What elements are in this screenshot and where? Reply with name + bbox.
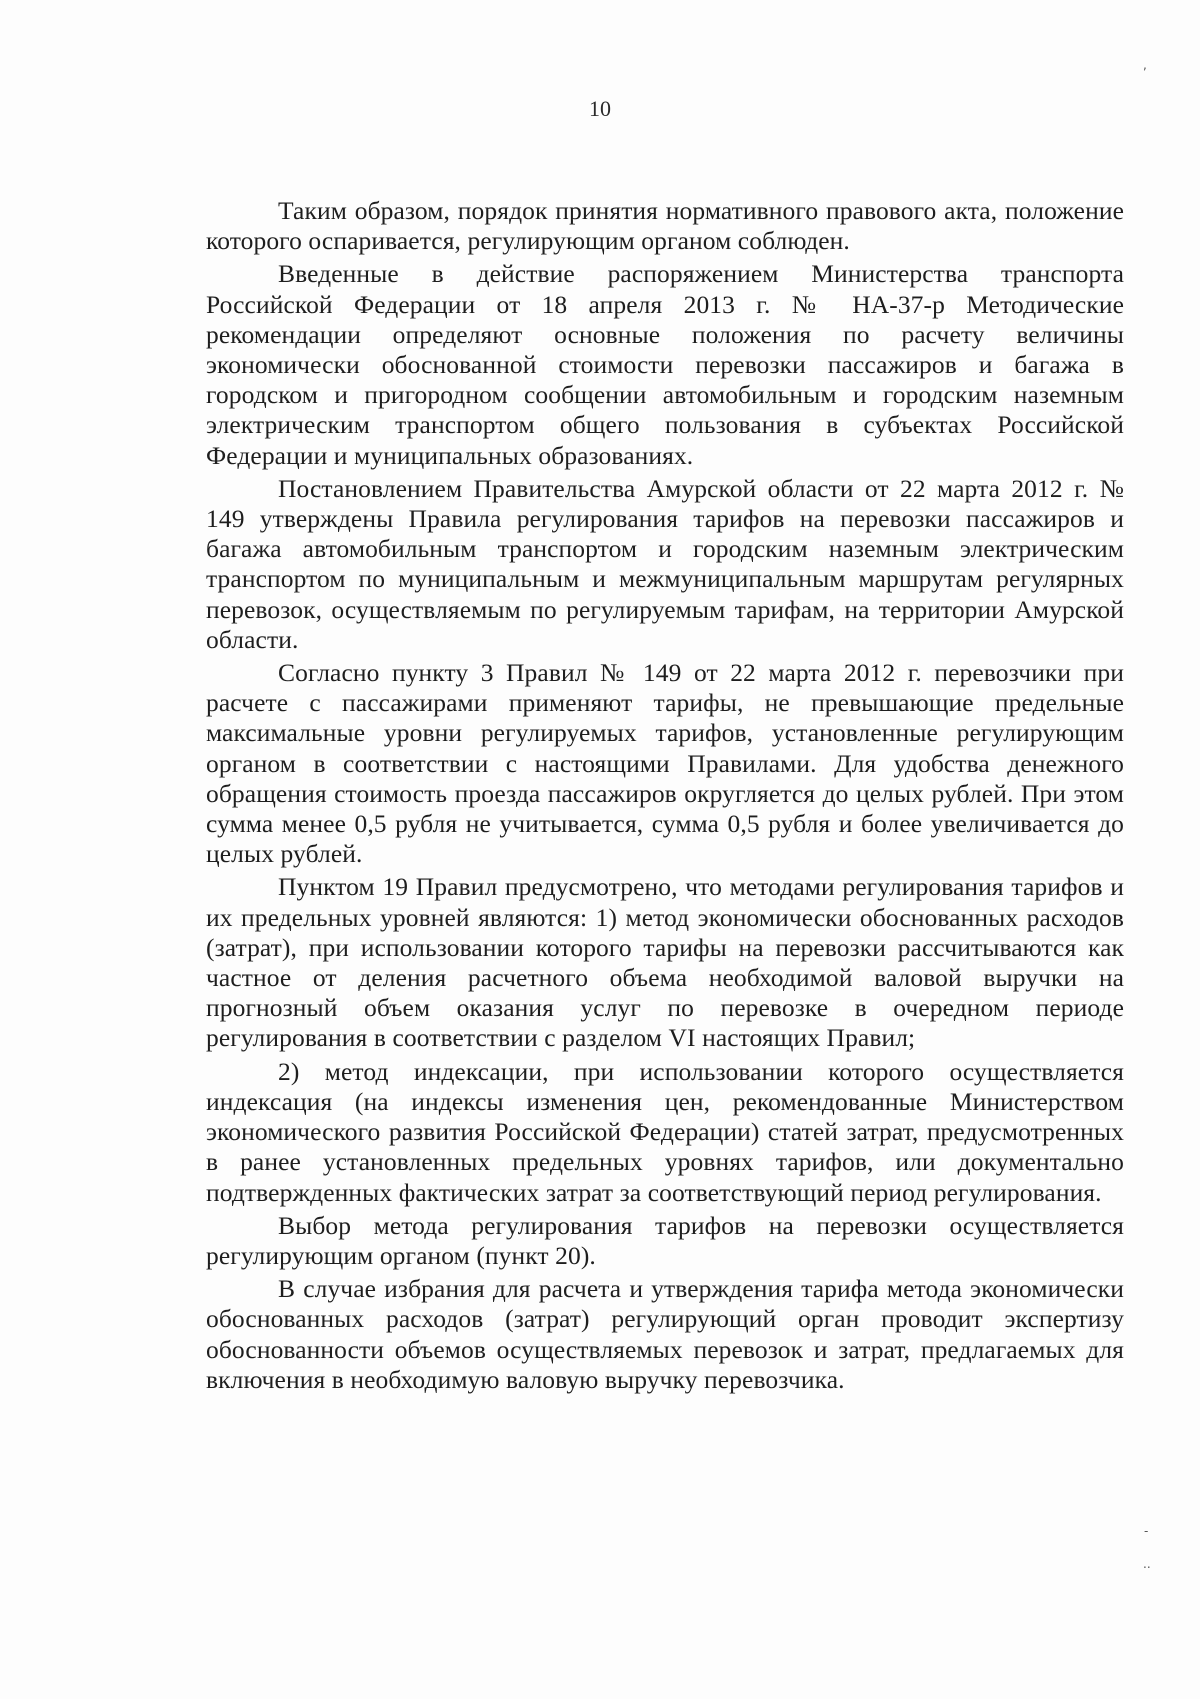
paragraph-5: Пунктом 19 Правил предусмотрено, что методами регулирования тарифов и их предельных уровней являются: 1) метод экономически обоснованных расходов (затрат), при использовании которого тарифы на перевозки рассчитываются как частное от деления расчетного объема необходимой валовой выручки на прогнозный объем оказания услуг по перевозке в очередном периоде регулирования в соответствии с разделом VI настоящих Правил; [206,872,1124,1053]
scan-speck-bottom: .. [1143,1557,1151,1571]
paragraph-4: Согласно пункту 3 Правил № 149 от 22 марта 2012 г. перевозчики при расчете с пассажирами применяют тарифы, не превышающие предельные максимальные уровни регулируемых тарифов, установленные регулирующим органом в соответствии с настоящими Правилами. Для удобства денежного обращения стоимость проезда пассажиров округляется до целых рублей. При этом сумма менее 0,5 рубля не учитывается, сумма 0,5 рубля и более увеличивается до целых рублей. [206,658,1124,869]
scan-speck-top: , [1143,58,1147,72]
paragraph-7: Выбор метода регулирования тарифов на перевозки осуществляется регулирующим органом (пункт 20). [206,1210,1124,1270]
paragraph-6: 2) метод индексации, при использовании которого осуществляется индексация (на индексы изменения цен, рекомендованные Министерством экономического развития Российской Федерации) статей затрат, предусмотренных в ранее установленных предельных уровнях тарифов, или документально подтвержденных фактических затрат за соответствующий период регулирования. [206,1056,1124,1207]
paragraph-1: Таким образом, порядок принятия нормативного правового акта, положение которого оспаривается, регулирующим органом соблюден. [206,196,1124,256]
paragraph-3: Постановлением Правительства Амурской области от 22 марта 2012 г. № 149 утверждены Правила регулирования тарифов на перевозки пассажиров и багажа автомобильным транспортом и городским наземным электрическим транспортом по муниципальным и межмуниципальным маршрутам регулярных перевозок, осуществляемым по регулируемым тарифам, на территории Амурской области. [206,473,1124,654]
paragraph-2: Введенные в действие распоряжением Министерства транспорта Российской Федерации от 18 апреля 2013 г. № НА-37-р Методические рекомендации определяют основные положения по расчету величины экономически обоснованной стоимости перевозки пассажиров и багажа в городском и пригородном сообщении автомобильным и городским наземным электрическим транспортом общего пользования в субъектах Российской Федерации и муниципальных образованиях. [206,259,1124,470]
page-number: 10 [589,96,611,121]
document-body [206,196,1124,1398]
scan-speck-middle: - [1144,1524,1149,1538]
paragraph-8: В случае избрания для расчета и утверждения тарифа метода экономически обоснованных расходов (затрат) регулирующий орган проводит экспертизу обоснованности объемов осуществляемых перевозок и затрат, предлагаемых для включения в необходимую валовую выручку перевозчика. [206,1274,1124,1394]
